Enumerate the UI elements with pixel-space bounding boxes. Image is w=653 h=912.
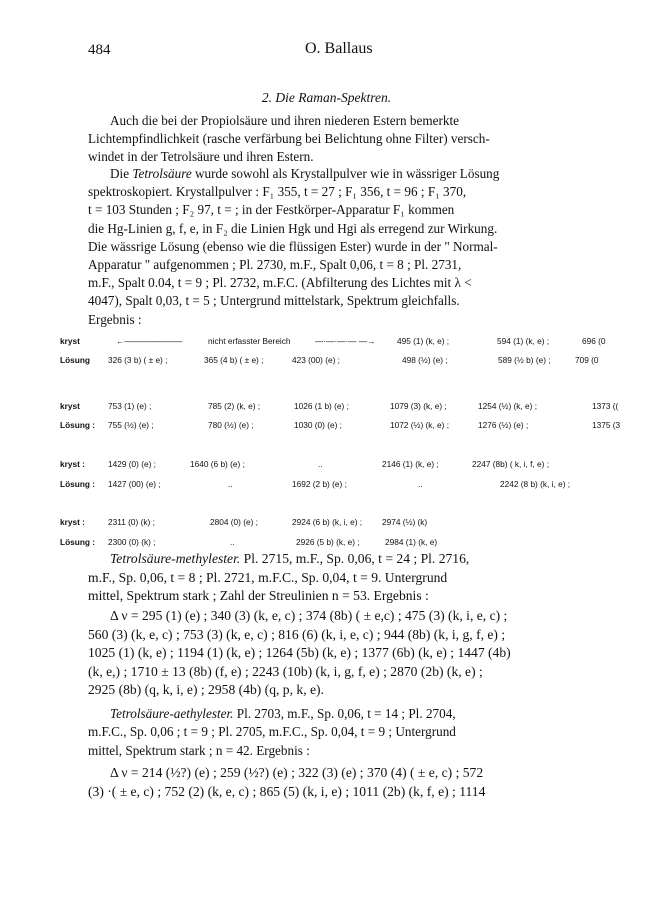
text-line: Ergebnis : xyxy=(88,311,142,327)
text-line: 560 (3) (k, e, c) ; 753 (3) (k, e, c) ; 816 (6) (k, i, e, c) ; 944 (8b) (k, i, g, f, e) ; xyxy=(88,626,506,642)
table-cell: 1254 (½) (k, e) ; xyxy=(478,401,538,411)
table-cell: 2311 (0) (k) ; xyxy=(108,517,155,527)
lead-word: Die xyxy=(110,166,130,181)
row-label: Lösung xyxy=(60,355,90,365)
paragraph-tetrolic-acid xyxy=(88,165,563,329)
table-cell: .. xyxy=(318,459,323,469)
table-cell: 755 (½) (e) ; xyxy=(108,420,154,430)
text-line: windet in der Tetrolsäure und ihren Estern. xyxy=(88,149,314,165)
text-line: Apparatur " aufgenommen ; Pl. 2730, m.F., Spalt 0,06, t = 8 ; Pl. 2731, xyxy=(88,257,462,273)
section-title: 2. Die Raman-Spektren. xyxy=(261,90,392,105)
table-cell: 1079 (3) (k, e) ; xyxy=(390,401,447,411)
text-line: m.F., Spalt 0.04, t = 9 ; Pl. 2732, m.F.C. (Abfilterung des Lichtes mit λ < xyxy=(88,275,472,291)
table-cell: 2984 (1) (k, e) xyxy=(385,537,438,547)
text-line: 4047), Spalt 0,03, t = 5 ; Untergrund mittelstark, Spektrum gleichfalls. xyxy=(88,293,460,309)
row-label: kryst : xyxy=(60,517,85,527)
table-cell: 2804 (0) (e) ; xyxy=(210,517,258,527)
compound-name: Tetrolsäure-methylester. xyxy=(110,551,241,566)
line-rest: Pl. 2703, m.F., Sp. 0,06, t = 14 ; Pl. 2704, xyxy=(236,706,456,721)
table-row-kryst xyxy=(60,459,645,472)
table-cell: 1429 (0) (e) ; xyxy=(108,459,156,469)
table-cell: 1026 (1 b) (e) ; xyxy=(294,401,349,411)
line-rest: wurde sowohl als Krystallpulver wie in wässriger Lösung xyxy=(195,166,500,181)
table-cell: 1030 (0) (e) ; xyxy=(294,420,342,430)
raman-table-group-1 xyxy=(60,336,645,368)
row-label: kryst xyxy=(60,336,80,346)
compound-name: Tetrolsäure-aethylester. xyxy=(110,706,234,721)
text-line: t = 103 Stunden ; F₂ 97, t = ; in der Festkörper-Apparatur F₁ kommen xyxy=(88,202,455,218)
text-line: 2925 (8b) (q, k, i, e) ; 2958 (4b) (q, p, k, e). xyxy=(88,682,324,698)
running-header-author: O. Ballaus xyxy=(305,40,373,57)
row-label: Lösung : xyxy=(60,479,96,489)
text-line: m.F., Sp. 0,06, t = 8 ; Pl. 2721, m.F.C., Sp. 0,04, t = 9. Untergrund xyxy=(88,569,448,585)
table-cell: 2242 (8 b) (k, i, e) ; xyxy=(500,479,571,489)
raman-table-group-2 xyxy=(60,401,645,433)
table-cell: 1072 (½) (k, e) ; xyxy=(390,420,450,430)
text-line: (3) ·( ± e, c) ; 752 (2) (k, e, c) ; 865 (5) (k, i, e) ; 1011 (2b) (k, f, e) ; 1114 xyxy=(88,783,486,799)
table-cell: 498 (½) (e) ; xyxy=(402,355,448,365)
table-cell: 753 (1) (e) ; xyxy=(108,401,152,411)
table-cell: 2924 (6 b) (k, i, e) ; xyxy=(292,517,363,527)
text-line: (k, e,) ; 1710 ± 13 (8b) (f, e) ; 2243 (10b) (k, i, g, f, e) ; 2870 (2b) (k, e) ; xyxy=(88,663,483,679)
range-arrow-left: ←——————— xyxy=(116,336,183,346)
table-cell: 2974 (½) (k) xyxy=(382,517,428,527)
table-row-loesung xyxy=(60,537,645,550)
text-line: Auch die bei der Propiolsäure und ihren niederen Estern bemerkte xyxy=(110,113,459,128)
table-cell: 1640 (6 b) (e) ; xyxy=(190,459,245,469)
table-cell: 1427 (00) (e) ; xyxy=(108,479,161,489)
table-cell: 1276 (½) (e) ; xyxy=(478,420,529,430)
text-line: 1025 (1) (k, e) ; 1194 (1) (k, e) ; 1264 (5b) (k, e) ; 1377 (6b) (k, e) ; 1447 (4b) xyxy=(88,645,511,661)
text-line: Δ ν = 214 (½?) (e) ; 259 (½?) (e) ; 322 (3) (e) ; 370 (4) ( ± e, c) ; 572 xyxy=(110,765,484,780)
table-cell: 365 (4 b) ( ± e) ; xyxy=(204,355,264,365)
table-row-loesung xyxy=(60,420,645,433)
text-line xyxy=(88,705,563,723)
table-cell: 423 (00) (e) ; xyxy=(292,355,340,365)
text-line xyxy=(88,550,563,569)
table-cell: 495 (1) (k, e) ; xyxy=(397,336,450,346)
row-label: Lösung : xyxy=(60,420,96,430)
paragraph-photosensitivity xyxy=(88,112,563,167)
text-line: Lichtempfindlichkeit (rasche verfärbung bei Belichtung ohne Filter) versch- xyxy=(88,131,490,147)
table-cell: .. xyxy=(418,479,423,489)
text-line: m.F.C., Sp. 0,06 ; t = 9 ; Pl. 2705, m.F.C., Sp. 0,04, t = 9 ; Untergrund xyxy=(88,724,456,740)
table-cell: 2300 (0) (k) ; xyxy=(108,537,156,547)
text-line: mittel, Spektrum stark ; n = 42. Ergebnis : xyxy=(88,742,310,758)
table-row-kryst xyxy=(60,336,645,349)
table-cell: 780 (½) (e) ; xyxy=(208,420,254,430)
table-cell: 589 (½ b) (e) ; xyxy=(498,355,551,365)
text-line: die Hg-Linien g, f, e, in F₂ die Linien Hgk und Hgi als erregend zur Wirkung. xyxy=(88,220,498,236)
row-label: Lösung : xyxy=(60,537,96,547)
compound-name: Tetrolsäure xyxy=(132,166,192,181)
table-row-kryst xyxy=(60,517,645,530)
paragraph-ethyl-ester-results xyxy=(88,764,563,801)
paragraph-methyl-ester-results xyxy=(88,607,563,700)
text-line: spektroskopiert. Krystallpulver : F₁ 355, t = 27 ; F₁ 356, t = 96 ; F₁ 370, xyxy=(88,184,467,200)
range-text: nicht erfasster Bereich xyxy=(208,336,291,346)
table-cell: 696 (0 xyxy=(582,336,606,346)
table-cell: 1373 (( xyxy=(592,401,619,411)
table-cell: .. xyxy=(228,479,233,489)
table-cell: 326 (3 b) ( ± e) ; xyxy=(108,355,168,365)
range-arrow-right: —·—·—·— —→ xyxy=(315,336,376,346)
page-number: 484 xyxy=(88,42,111,58)
table-row-kryst xyxy=(60,401,645,414)
table-cell: 2247 (8b) ( k, i, f, e) ; xyxy=(472,459,550,469)
table-cell: .. xyxy=(230,537,235,547)
table-cell: 709 (0 xyxy=(575,355,599,365)
row-label: kryst : xyxy=(60,459,85,469)
table-cell: 2146 (1) (k, e) ; xyxy=(382,459,439,469)
text-line: mittel, Spektrum stark ; Zahl der Streulinien n = 53. Ergebnis : xyxy=(88,588,429,603)
raman-table-group-3 xyxy=(60,459,645,492)
text-line: Die wässrige Lösung (ebenso wie die flüssigen Ester) wurde in der " Normal- xyxy=(88,238,498,254)
raman-table-group-4 xyxy=(60,517,645,550)
table-cell: 1692 (2 b) (e) ; xyxy=(292,479,347,489)
text-line xyxy=(88,165,563,183)
table-cell: 2926 (5 b) (k, e) ; xyxy=(296,537,360,547)
table-cell: 594 (1) (k, e) ; xyxy=(497,336,550,346)
table-cell: 785 (2) (k, e) ; xyxy=(208,401,261,411)
row-label: kryst xyxy=(60,401,80,411)
line-rest: Pl. 2715, m.F., Sp. 0,06, t = 24 ; Pl. 2716, xyxy=(243,551,470,566)
text-line: Δ ν = 295 (1) (e) ; 340 (3) (k, e, c) ; 374 (8b) ( ± e,c) ; 475 (3) (k, i, e, c) ; xyxy=(110,608,508,623)
table-cell: 1375 (3 xyxy=(592,420,621,430)
table-row-loesung xyxy=(60,355,645,368)
table-row-loesung xyxy=(60,479,645,492)
paragraph-methyl-ester xyxy=(88,550,563,606)
paragraph-ethyl-ester xyxy=(88,705,563,760)
